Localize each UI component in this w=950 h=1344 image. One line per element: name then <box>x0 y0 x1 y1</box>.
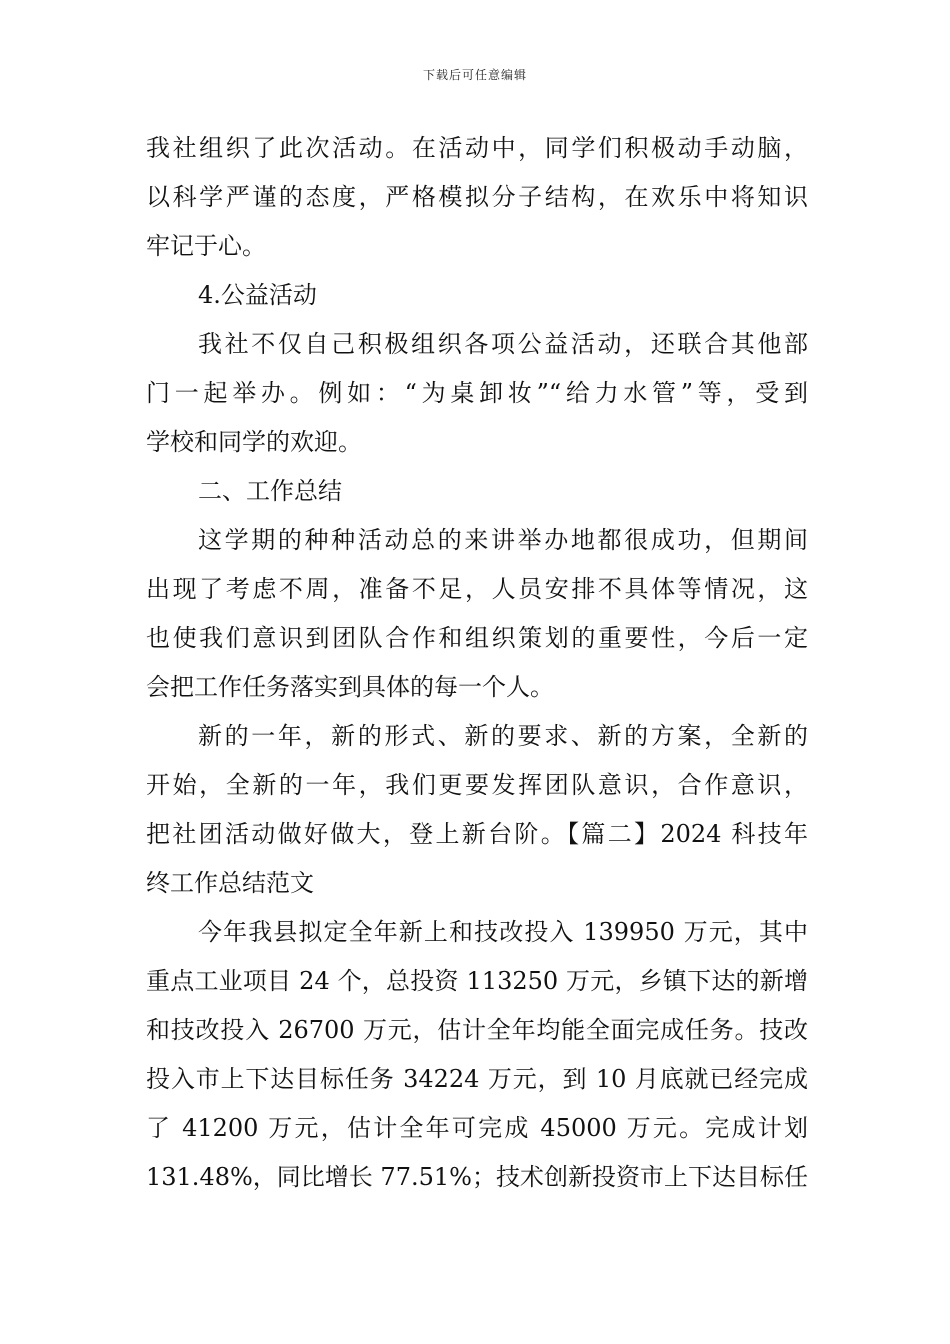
text-line: 了 41200 万元，估计全年可完成 45000 万元。完成计划 <box>146 1114 808 1142</box>
text-line: 二、工作总结 <box>198 477 342 505</box>
text-line: 这学期的种种活动总的来讲举办地都很成功，但期间 <box>198 526 808 554</box>
text-line: 开始，全新的一年，我们更要发挥团队意识，合作意识， <box>146 771 808 799</box>
document-body <box>146 124 808 1202</box>
text-line: 131.48%，同比增长 77.51%；技术创新投资市上下达目标任 <box>146 1163 808 1191</box>
text-line: 以科学严谨的态度，严格模拟分子结构，在欢乐中将知识 <box>146 183 808 211</box>
text-line: 今年我县拟定全年新上和技改投入 139950 万元，其中 <box>198 918 808 946</box>
text-line: 也使我们意识到团队合作和组织策划的重要性，今后一定 <box>146 624 808 652</box>
text-line: 学校和同学的欢迎。 <box>146 428 362 456</box>
text-line: 牢记于心。 <box>146 232 266 260</box>
text-line: 和技改投入 26700 万元，估计全年均能全面完成任务。技改 <box>146 1016 808 1044</box>
text-line: 新的一年，新的形式、新的要求、新的方案，全新的 <box>198 722 808 750</box>
text-line: 把社团活动做好做大，登上新台阶。【篇二】2024 科技年 <box>146 820 808 848</box>
text-line: 出现了考虑不周，准备不足，人员安排不具体等情况，这 <box>146 575 808 603</box>
text-line: 终工作总结范文 <box>146 869 314 897</box>
text-line: 重点工业项目 24 个，总投资 113250 万元，乡镇下达的新增 <box>146 967 808 995</box>
text-line: 门一起举办。例如：“为桌卸妆”“给力水管”等，受到 <box>146 379 808 407</box>
page-header: 下载后可任意编辑 <box>422 68 527 82</box>
text-line: 我社组织了此次活动。在活动中，同学们积极动手动脑， <box>146 134 808 162</box>
text-line: 4.公益活动 <box>198 281 317 309</box>
text-line: 会把工作任务落实到具体的每一个人。 <box>146 673 554 701</box>
text-line: 投入市上下达目标任务 34224 万元，到 10 月底就已经完成 <box>146 1065 808 1093</box>
text-line: 我社不仅自己积极组织各项公益活动，还联合其他部 <box>198 330 808 358</box>
